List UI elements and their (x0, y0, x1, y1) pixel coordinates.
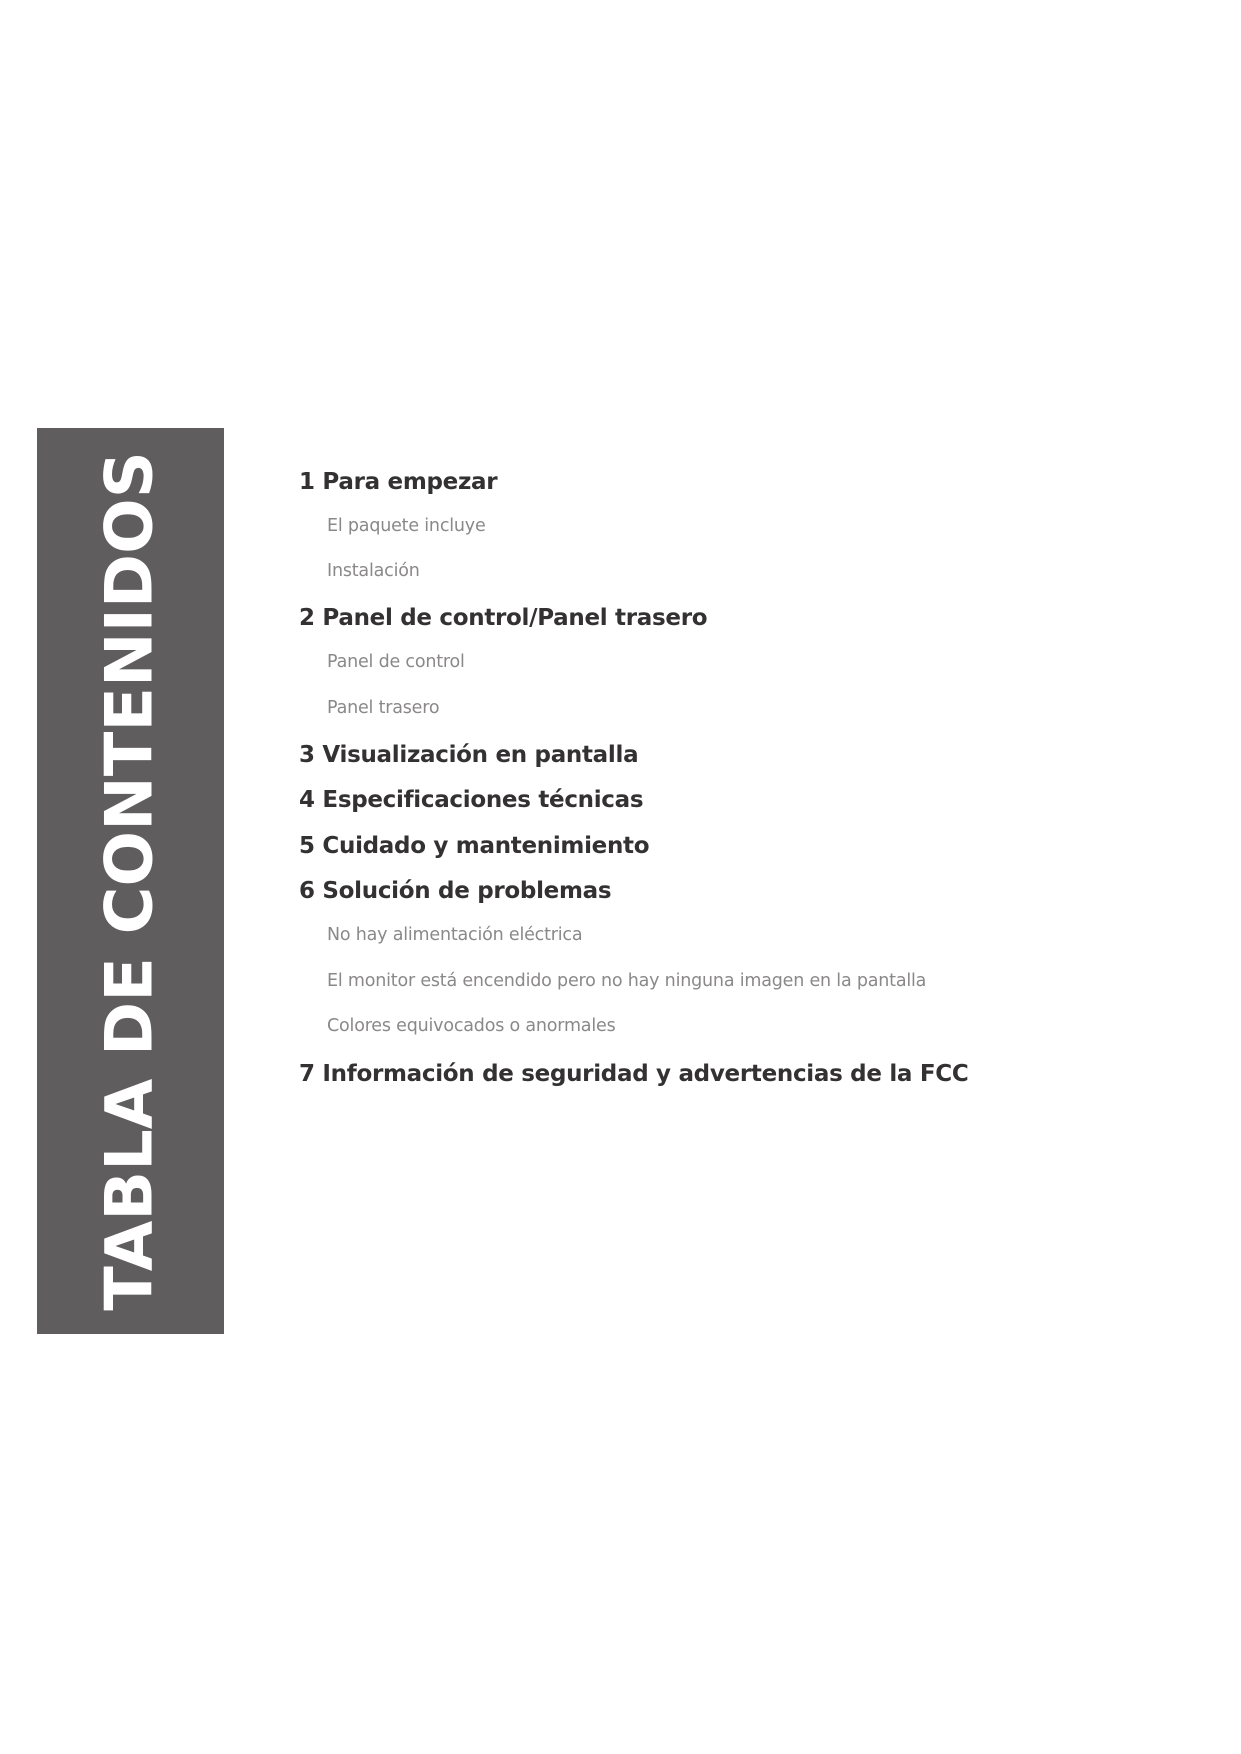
toc-subsection-control-panel[interactable]: Panel de control (327, 652, 465, 672)
toc-section-7[interactable]: 7 Información de seguridad y advertencias de la FCC (299, 1061, 969, 1087)
toc-section-3[interactable]: 3 Visualización en pantalla (299, 742, 639, 768)
toc-section-4[interactable]: 4 Especificaciones técnicas (299, 787, 644, 813)
toc-section-1[interactable]: 1 Para empezar (299, 469, 498, 495)
toc-subsection-installation[interactable]: Instalación (327, 561, 420, 581)
toc-subsection-no-image[interactable]: El monitor está encendido pero no hay ninguna imagen en la pantalla (327, 971, 927, 991)
toc-section-5[interactable]: 5 Cuidado y mantenimiento (299, 833, 650, 859)
toc-subsection-package[interactable]: El paquete incluye (327, 516, 486, 536)
toc-subsection-wrong-colors[interactable]: Colores equivocados o anormales (327, 1016, 616, 1036)
toc-section-6[interactable]: 6 Solución de problemas (299, 878, 612, 904)
side-title-band (37, 428, 224, 1334)
toc-subsection-rear-panel[interactable]: Panel trasero (327, 698, 440, 718)
toc-section-2[interactable]: 2 Panel de control/Panel trasero (299, 605, 708, 631)
side-title: TABLA DE CONTENIDOS (91, 451, 168, 1311)
toc-subsection-no-power[interactable]: No hay alimentación eléctrica (327, 925, 583, 945)
